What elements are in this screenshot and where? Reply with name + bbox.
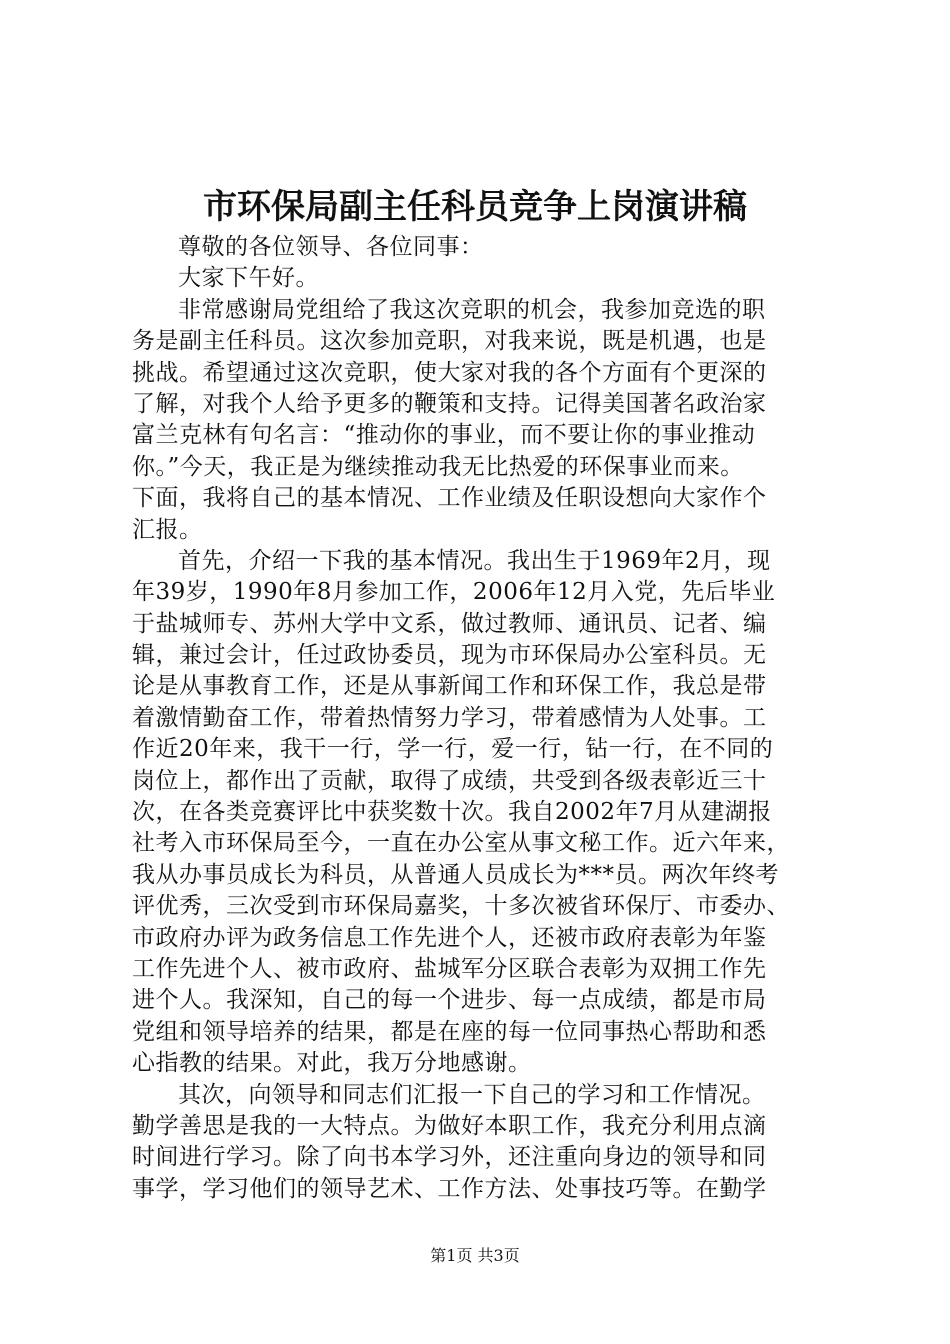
text-line: 务是副主任科员。这次参加竞职，对我来说，既是机遇，也是 bbox=[132, 328, 767, 355]
text-line: 事学，学习他们的领导艺术、工作方法、处事技巧等。在勤学 bbox=[132, 1175, 767, 1202]
text-line: 工作先进个人、被市政府、盐城军分区联合表彰为双拥工作先 bbox=[132, 955, 767, 982]
text-line: 作近20年来，我干一行，学一行，爱一行，钻一行，在不同的 bbox=[132, 736, 774, 763]
text-line: 评优秀，三次受到市环保局嘉奖，十多次被省环保厅、市委办、 bbox=[132, 893, 790, 920]
text-line: 心指教的结果。对此，我万分地感谢。 bbox=[132, 1050, 532, 1077]
document-title: 市环保局副主任科员竞争上岗演讲稿 bbox=[203, 187, 747, 227]
text-line: 辑，兼过会计，任过政协委员，现为市环保局办公室科员。无 bbox=[132, 642, 767, 669]
page-footer: 第1页 共3页 bbox=[430, 1246, 520, 1265]
text-line: 勤学善思是我的一大特点。为做好本职工作，我充分利用点滴 bbox=[132, 1112, 767, 1139]
document-body bbox=[132, 232, 832, 1205]
text-line: 论是从事教育工作，还是从事新闻工作和环保工作，我总是带 bbox=[132, 673, 767, 700]
text-line: 次，在各类竞赛评比中获奖数十次。我自2002年7月从建湖报 bbox=[132, 799, 772, 826]
text-line: 时间进行学习。除了向书本学习外，还注重向身边的领导和同 bbox=[132, 1144, 767, 1171]
text-line: 首先，介绍一下我的基本情况。我出生于1969年2月，现 bbox=[178, 547, 771, 574]
text-line: 年39岁，1990年8月参加工作，2006年12月入党，先后毕业 bbox=[132, 579, 776, 606]
text-line: 挑战。希望通过这次竞职，使大家对我的各个方面有个更深的 bbox=[132, 359, 767, 386]
text-line: 下面，我将自己的基本情况、工作业绩及任职设想向大家作个 bbox=[132, 485, 767, 512]
text-line: 大家下午好。 bbox=[178, 265, 319, 292]
text-line: 我从办事员成长为科员，从普通人员成长为***员。两次年终考 bbox=[132, 861, 779, 888]
text-line: 你。”今天，我正是为继续推动我无比热爱的环保事业而来。 bbox=[132, 453, 744, 480]
text-line: 富兰克林有句名言：“推动你的事业，而不要让你的事业推动 bbox=[132, 422, 756, 449]
text-line: 着激情勤奋工作，带着热情努力学习，带着感情为人处事。工 bbox=[132, 704, 767, 731]
text-line: 了解，对我个人给予更多的鞭策和支持。记得美国著名政治家 bbox=[132, 390, 767, 417]
text-line: 尊敬的各位领导、各位同事： bbox=[178, 234, 484, 260]
text-line: 于盐城师专、苏州大学中文系，做过教师、通讯员、记者、编 bbox=[132, 610, 767, 637]
text-line: 岗位上，都作出了贡献，取得了成绩，共受到各级表彰近三十 bbox=[132, 767, 767, 794]
text-line: 非常感谢局党组给了我这次竞职的机会，我参加竞选的职 bbox=[178, 296, 766, 323]
text-line: 进个人。我深知，自己的每一个进步、每一点成绩，都是市局 bbox=[132, 987, 767, 1014]
text-line: 市政府办评为政务信息工作先进个人，还被市政府表彰为年鉴 bbox=[132, 924, 767, 951]
text-line: 党组和领导培养的结果，都是在座的每一位同事热心帮助和悉 bbox=[132, 1018, 767, 1045]
text-line: 汇报。 bbox=[132, 516, 203, 543]
text-line: 其次，向领导和同志们汇报一下自己的学习和工作情况。 bbox=[178, 1081, 766, 1108]
text-line: 社考入市环保局至今，一直在办公室从事文秘工作。近六年来， bbox=[132, 830, 790, 857]
